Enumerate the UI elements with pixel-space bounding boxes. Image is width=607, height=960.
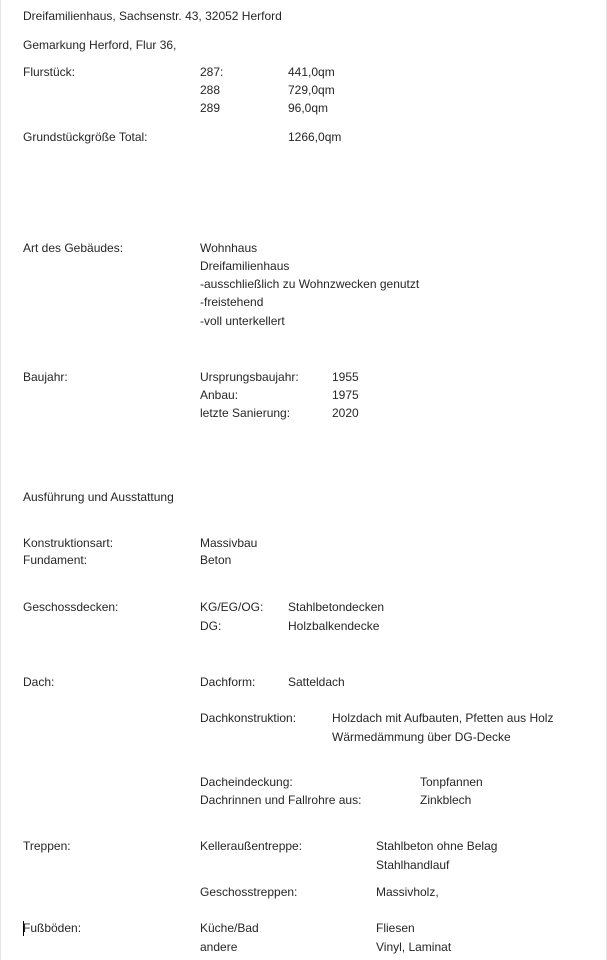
kelleraussentreppe-line: Stahlhandlauf <box>376 858 450 872</box>
dachkonstruktion-key: Dachkonstruktion: <box>200 711 297 725</box>
gebaeude-line: Wohnhaus <box>200 241 258 255</box>
fussboeden-label: Fußböden: <box>23 921 82 935</box>
gebaeude-line: -voll unterkellert <box>200 314 285 328</box>
baujahr-key: letzte Sanierung: <box>200 406 291 420</box>
flurstueck-nr: 289 <box>200 101 221 115</box>
flurstueck-label: Flurstück: <box>23 65 76 79</box>
address-line: Dreifamilienhaus, Sachsenstr. 43, 32052 Herford <box>23 9 282 23</box>
gebaeude-line: Dreifamilienhaus <box>200 259 290 273</box>
fussboeden-value: Vinyl, Laminat <box>376 940 452 954</box>
flurstueck-area: 729,0qm <box>288 83 335 97</box>
grundstueck-total-value: 1266,0qm <box>288 130 342 144</box>
dacheindeckung-key: Dacheindeckung: <box>200 775 293 789</box>
konstruktionsart-label: Konstruktionsart: <box>23 536 114 550</box>
treppen-label: Treppen: <box>23 839 71 853</box>
baujahr-key: Anbau: <box>200 388 239 402</box>
ausfuehrung-heading: Ausführung und Ausstattung <box>23 490 174 504</box>
fussboeden-key: Küche/Bad <box>200 921 259 935</box>
fussboeden-key: andere <box>200 940 238 954</box>
dachkonstruktion-line: Holzdach mit Aufbauten, Pfetten aus Holz <box>332 711 554 725</box>
konstruktionsart-value: Massivbau <box>200 536 258 550</box>
kelleraussentreppe-key: Kelleraußentreppe: <box>200 839 303 853</box>
baujahr-value: 1955 <box>332 370 359 384</box>
flurstueck-area: 441,0qm <box>288 65 335 79</box>
baujahr-value: 1975 <box>332 388 359 402</box>
dachrinnen-key: Dachrinnen und Fallrohre aus: <box>200 793 362 807</box>
flurstueck-nr: 287: <box>200 65 224 79</box>
gebaeude-line: -ausschließlich zu Wohnzwecken genutzt <box>200 277 420 291</box>
geschossdecken-value: Stahlbetondecken <box>288 600 385 614</box>
geschossdecken-label: Geschossdecken: <box>23 600 119 614</box>
geschossdecken-value: Holzbalkendecke <box>288 619 380 633</box>
kelleraussentreppe-line: Stahlbeton ohne Belag <box>376 839 498 853</box>
fundament-label: Fundament: <box>23 553 88 567</box>
dachkonstruktion-line: Wärmedämmung über DG-Decke <box>332 730 511 744</box>
dachform-key: Dachform: <box>200 675 256 689</box>
baujahr-key: Ursprungsbaujahr: <box>200 370 299 384</box>
dachform-value: Satteldach <box>288 675 345 689</box>
grundstueck-total-label: Grundstückgröße Total: <box>23 130 148 144</box>
geschosstreppen-key: Geschosstreppen: <box>200 885 298 899</box>
flurstueck-area: 96,0qm <box>288 101 329 115</box>
baujahr-label: Baujahr: <box>23 370 68 384</box>
gebaeude-label: Art des Gebäudes: <box>23 241 124 255</box>
page-left-edge <box>0 0 1 960</box>
geschossdecken-key: KG/EG/OG: <box>200 600 264 614</box>
dacheindeckung-value: Tonpfannen <box>420 775 483 789</box>
gemarkung-line: Gemarkung Herford, Flur 36, <box>23 38 177 52</box>
dachrinnen-value: Zinkblech <box>420 793 472 807</box>
fussboeden-value: Fliesen <box>376 921 415 935</box>
geschossdecken-key: DG: <box>200 619 222 633</box>
fundament-value: Beton <box>200 553 232 567</box>
flurstueck-nr: 288 <box>200 83 221 97</box>
dach-label: Dach: <box>23 675 55 689</box>
baujahr-value: 2020 <box>332 406 359 420</box>
geschosstreppen-value: Massivholz, <box>376 885 439 899</box>
gebaeude-line: -freistehend <box>200 295 264 309</box>
